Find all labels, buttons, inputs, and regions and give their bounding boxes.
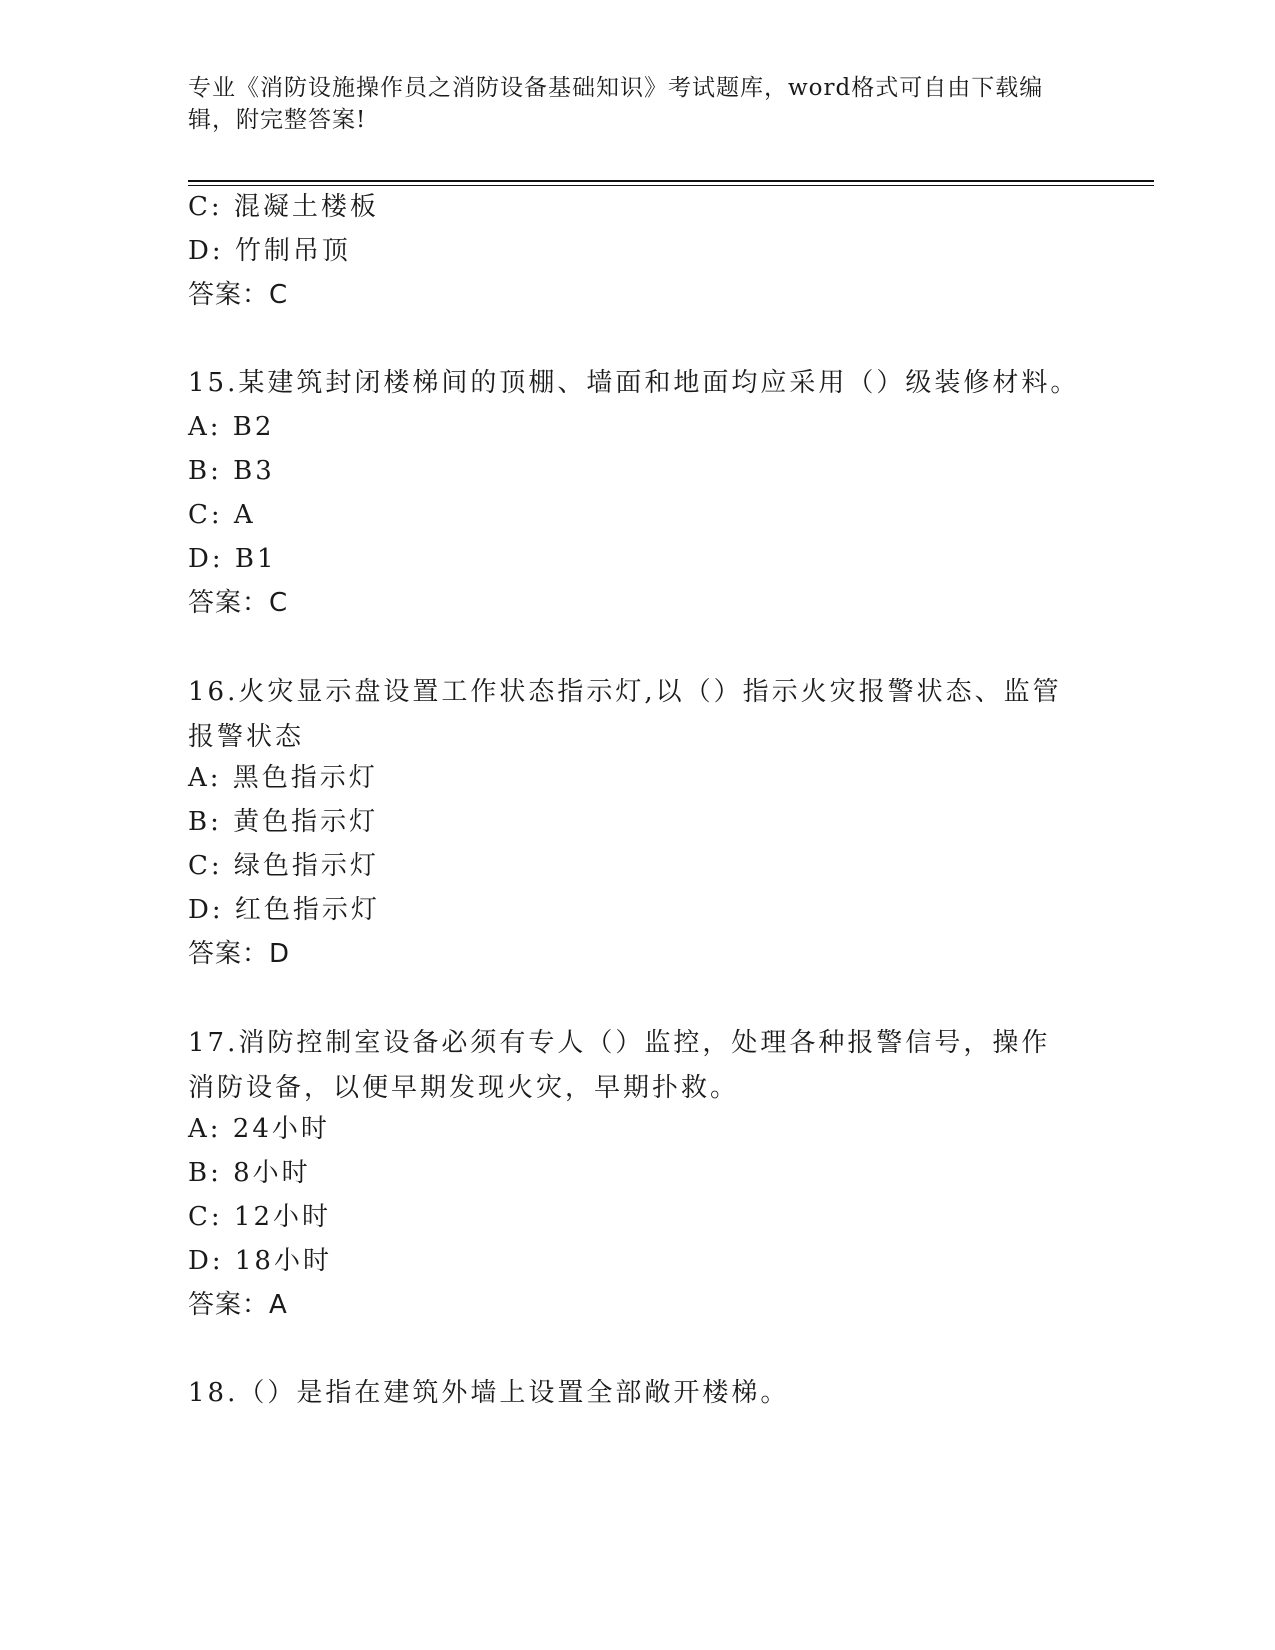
question-17-answer: 答案：A — [188, 1290, 288, 1320]
header-divider — [188, 180, 1154, 186]
question-17-option-c: C: 12小时 — [188, 1202, 332, 1232]
question-16-option-c: C: 绿色指示灯 — [188, 851, 379, 881]
question-15-option-b: B: B3 — [188, 456, 275, 486]
question-17-option-b: B: 8小时 — [188, 1158, 311, 1188]
option-d: D: 竹制吊顶 — [188, 236, 351, 266]
question-17-text: 17.消防控制室设备必须有专人（）监控，处理各种报警信号，操作消防设备，以便早期发现火灾，早期扑救。 — [188, 1028, 1051, 1103]
question-16-option-b: B: 黄色指示灯 — [188, 807, 379, 837]
question-15-answer: 答案：C — [188, 588, 289, 618]
question-18-text: 18.（）是指在建筑外墙上设置全部敞开楼梯。 — [188, 1378, 790, 1408]
option-c: C: 混凝土楼板 — [188, 192, 379, 222]
question-16-option-a: A: 黑色指示灯 — [188, 763, 378, 793]
question-15-option-d: D: B1 — [188, 544, 277, 574]
question-16-option-d: D: 红色指示灯 — [188, 895, 380, 925]
question-17-option-d: D: 18小时 — [188, 1246, 332, 1276]
question-15-option-a: A: B2 — [188, 412, 275, 442]
question-15-text: 15.某建筑封闭楼梯间的顶棚、墙面和地面均应采用（）级装修材料。 — [188, 368, 1080, 398]
answer-line: 答案：C — [188, 280, 289, 310]
document-header-title: 专业《消防设施操作员之消防设备基础知识》考试题库，word格式可自由下载编辑，附完整答案! — [188, 75, 1044, 133]
question-16-answer: 答案：D — [188, 939, 291, 969]
question-15-option-c: C: A — [188, 500, 256, 530]
question-17-option-a: A: 24小时 — [188, 1114, 330, 1144]
question-16-text: 16.火灾显示盘设置工作状态指示灯,以（）指示火灾报警状态、监管报警状态 — [188, 677, 1062, 752]
